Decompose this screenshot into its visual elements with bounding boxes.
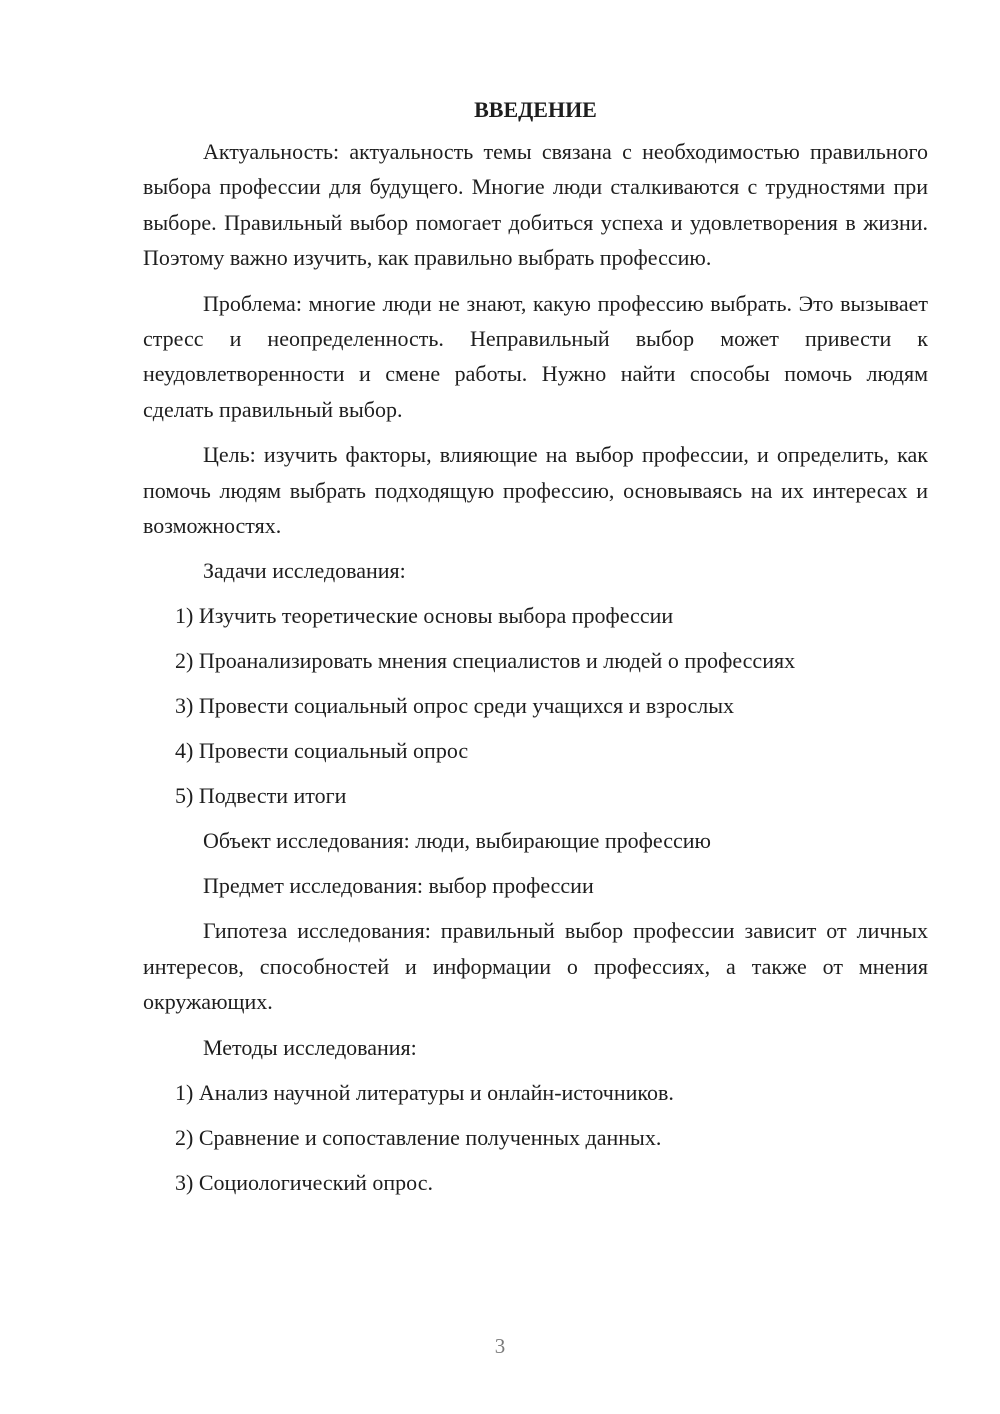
task-item: 4) Провести социальный опрос: [175, 738, 469, 764]
goal-paragraph: Цель: изучить факторы, влияющие на выбор профессии, и определить, как помочь людям выбрать подходящую профессию, основываясь на их интересах и возможностях.: [143, 442, 928, 539]
method-item: 1) Анализ научной литературы и онлайн-источников.: [175, 1079, 674, 1105]
task-item: 1) Изучить теоретические основы выбора профессии: [175, 603, 674, 629]
method-item: 2) Сравнение и сопоставление полученных данных.: [175, 1124, 662, 1150]
document-page: [143, 92, 928, 1210]
tasks-heading: Задачи исследования:: [203, 558, 406, 584]
methods-heading: Методы исследования:: [203, 1034, 417, 1060]
problem-paragraph: Проблема: многие люди не знают, какую профессию выбрать. Это вызывает стресс и неопределенность. Неправильный выбор может привести к неудовлетворенности и смене работы. Нужно найти способы помочь людям сделать правильный выбор.: [143, 290, 928, 422]
tasks-list: [143, 598, 928, 813]
research-subject: Предмет исследования: выбор профессии: [203, 873, 594, 899]
method-item: 3) Социологический опрос.: [175, 1169, 433, 1195]
methods-list: [143, 1075, 928, 1200]
task-item: 3) Провести социальный опрос среди учащихся и взрослых: [175, 693, 735, 719]
research-object: Объект исследования: люди, выбирающие профессию: [203, 828, 711, 854]
hypothesis-paragraph: Гипотеза исследования: правильный выбор профессии зависит от личных интересов, способностей и информации о профессиях, а также от мнения окружающих.: [143, 918, 928, 1015]
task-item: 2) Проанализировать мнения специалистов и людей о профессиях: [175, 648, 796, 674]
page-number: 3: [494, 1334, 506, 1358]
task-item: 5) Подвести итоги: [175, 783, 347, 809]
relevance-paragraph: Актуальность: актуальность темы связана с необходимостью правильного выбора профессии для будущего. Многие люди сталкиваются с трудностями при выборе. Правильный выбор помогает добиться успеха и удовлетворения в жизни. Поэтому важно изучить, как правильно выбрать профессию.: [143, 139, 928, 271]
section-heading: ВВЕДЕНИЕ: [474, 97, 597, 122]
